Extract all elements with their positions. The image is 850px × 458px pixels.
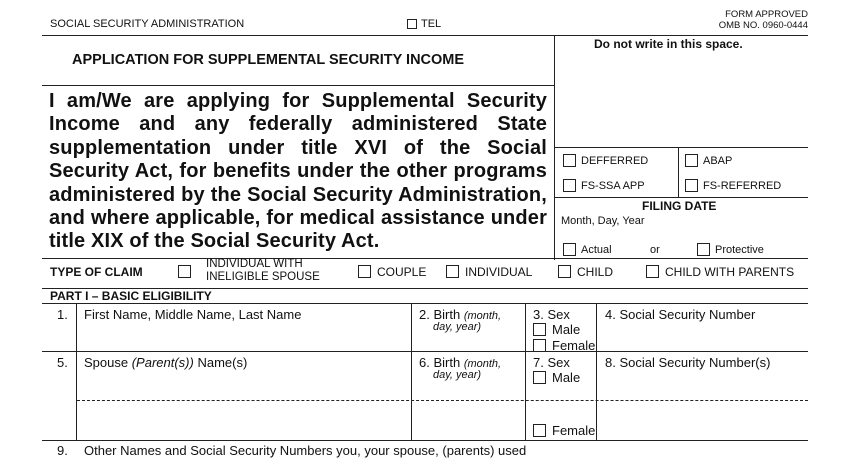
protective-checkbox[interactable]: [697, 243, 710, 256]
q3-label: 3. Sex: [533, 307, 570, 322]
col-divider-num: [76, 303, 77, 440]
office-rule-1: [554, 147, 808, 148]
or-text: or: [650, 244, 660, 256]
spouse-separator: [77, 400, 808, 401]
title-rule: [42, 85, 554, 86]
form-approved-text: FORM APPROVED: [725, 9, 808, 20]
individual-label: INDIVIDUAL: [465, 265, 533, 279]
claim-top-rule: [42, 258, 808, 259]
q7-label: 7. Sex: [533, 355, 570, 370]
q2-label: [419, 307, 501, 322]
spouse-male-checkbox[interactable]: [533, 371, 546, 384]
office-use-heading: Do not write in this space.: [594, 37, 743, 51]
filing-date-format: Month, Day, Year: [561, 215, 645, 227]
filing-date-input[interactable]: [556, 230, 806, 242]
form-title: APPLICATION FOR SUPPLEMENTAL SECURITY INCOME: [72, 52, 465, 68]
q6-hint-1: (month,: [463, 358, 502, 370]
part1-heading: PART I – BASIC ELIGIBILITY: [50, 289, 212, 303]
child-with-parents-checkbox[interactable]: [646, 265, 659, 278]
child-checkbox[interactable]: [558, 265, 571, 278]
filing-date-label: FILING DATE: [642, 199, 717, 213]
couple-checkbox[interactable]: [358, 265, 371, 278]
ineligible-spouse-checkbox[interactable]: [178, 265, 191, 278]
col-divider-sex: [525, 303, 526, 440]
spouse-male-label: Male: [552, 370, 581, 385]
couple-label: COUPLE: [377, 265, 427, 279]
ssn-input[interactable]: [598, 328, 804, 350]
male-label: Male: [552, 322, 581, 337]
deferred-label: DEFFERRED: [581, 155, 649, 167]
col-divider-birth: [411, 303, 412, 440]
tel-checkbox[interactable]: [407, 19, 417, 29]
spouse-female-checkbox[interactable]: [533, 424, 546, 437]
fs-ssa-app-checkbox[interactable]: [563, 179, 576, 192]
agency-name: SOCIAL SECURITY ADMINISTRATION: [50, 18, 245, 30]
q8-label: 8. Social Security Number(s): [605, 355, 771, 370]
q6-text: 6. Birth: [419, 355, 461, 370]
ineligible-spouse-line1: INDIVIDUAL WITH: [206, 258, 303, 270]
deferred-checkbox[interactable]: [563, 154, 576, 167]
fs-referred-label: FS-REFERRED: [703, 180, 782, 192]
q4-label: 4. Social Security Number: [605, 307, 756, 322]
q9-label: Other Names and Social Security Numbers you, your spouse, (parents) used: [84, 443, 527, 458]
type-of-claim-label: TYPE OF CLAIM: [50, 265, 143, 279]
q5-label: [84, 355, 247, 370]
q9-number: 9.: [57, 443, 68, 458]
office-rule-2: [554, 197, 808, 198]
q2-text: 2. Birth: [419, 307, 461, 322]
application-statement: I am/We are applying for Supplemental Security Income and any federally administered State supplementation under title XVI of the Social Security Act, for benefits under the other programs administered by the Social Security Administration, and where applicable, for medical assistance under title XIX of the Social Security Act.: [49, 90, 547, 253]
tel-label: TEL: [421, 18, 442, 30]
q5-text: Spouse: [84, 355, 129, 370]
protective-label: Protective: [715, 244, 764, 256]
male-checkbox[interactable]: [533, 323, 546, 336]
child-label: CHILD: [577, 265, 614, 279]
name-input[interactable]: [78, 330, 408, 350]
q2-hint-1: (month,: [463, 310, 502, 322]
ineligible-spouse-label: [206, 258, 320, 284]
second-parent-name-input[interactable]: [78, 405, 408, 435]
q5-hint: (Parent(s)): [131, 355, 194, 370]
abap-checkbox[interactable]: [685, 154, 698, 167]
ineligible-spouse-line2: INELIGIBLE SPOUSE: [206, 271, 320, 283]
q6-hint-2: day, year): [433, 369, 482, 381]
q6-label: [419, 355, 501, 370]
fs-ssa-app-label: FS-SSA APP: [581, 180, 645, 192]
part1-header-rule: [42, 303, 808, 304]
spouse-female-label: Female: [552, 423, 596, 438]
q1-number: 1.: [57, 307, 68, 322]
child-with-parents-label: CHILD WITH PARENTS: [665, 265, 795, 279]
omb-block: [719, 9, 808, 31]
header-rule: [42, 35, 808, 36]
actual-label: Actual: [581, 244, 612, 256]
q1-label: First Name, Middle Name, Last Name: [84, 307, 302, 322]
spouse-name-input[interactable]: [78, 372, 408, 398]
row3-rule: [42, 440, 808, 441]
row2-rule: [42, 351, 808, 352]
birth-date-input[interactable]: [413, 334, 523, 352]
abap-label: ABAP: [703, 155, 733, 167]
fs-referred-checkbox[interactable]: [685, 179, 698, 192]
omb-number: OMB NO. 0960-0444: [718, 20, 808, 31]
individual-checkbox[interactable]: [446, 265, 459, 278]
q5-number: 5.: [57, 355, 68, 370]
office-mid-divider: [678, 147, 679, 197]
actual-checkbox[interactable]: [563, 243, 576, 256]
female-label: Female: [552, 338, 596, 353]
q5-text-end: Name(s): [197, 355, 248, 370]
col-divider-ssn: [596, 303, 597, 440]
q2-hint-2: day, year): [433, 321, 482, 333]
